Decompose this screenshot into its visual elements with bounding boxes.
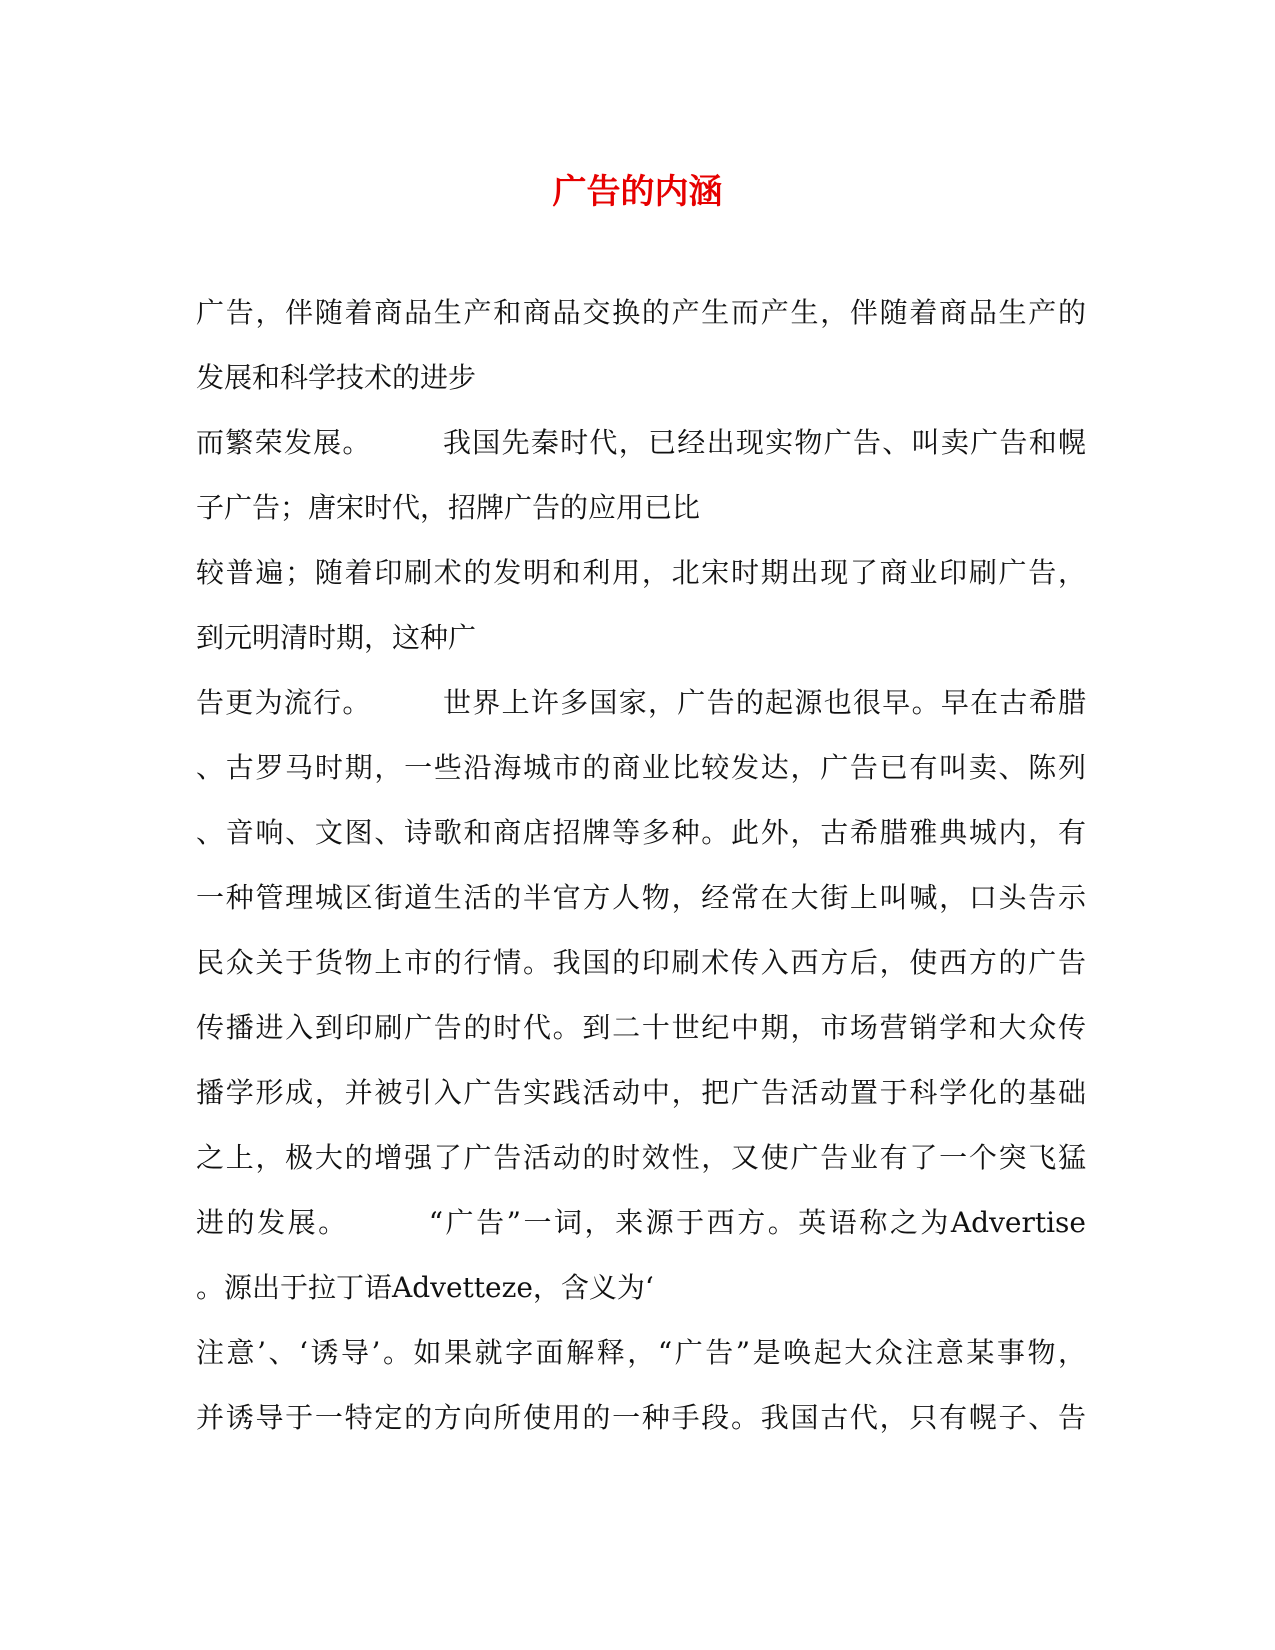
text-line: 告更为流行。 世界上许多国家，广告的起源也很早。早在古希腊 [196,686,1086,719]
document-title: 广告的内涵 [552,172,723,212]
text-line: 广告，伴随着商品生产和商品交换的产生而产生，伴随着商品生产的 [196,296,1086,329]
text-line: 播学形成，并被引入广告实践活动中，把广告活动置于科学化的基础 [196,1076,1086,1109]
text-line: 、古罗马时期，一些沿海城市的商业比较发达，广告已有叫卖、陈列 [196,751,1086,784]
text-line: 发展和科学技术的进步 [196,361,477,394]
text-line: 子广告；唐宋时代，招牌广告的应用已比 [196,491,701,524]
text-line: 。源出于拉丁语Advetteze，含义为‘ [196,1271,654,1304]
text-line: 到元明清时期，这种广 [196,621,477,654]
text-line: 并诱导于一特定的方向所使用的一种手段。我国古代，只有幌子、告 [196,1401,1086,1434]
text-line: 注意’、‘诱导’。如果就字面解释，“广告”是唤起大众注意某事物， [196,1336,1086,1369]
text-line: 一种管理城区街道生活的半官方人物，经常在大街上叫喊，口头告示 [196,881,1086,914]
text-line: 、音响、文图、诗歌和商店招牌等多种。此外，古希腊雅典城内，有 [196,816,1086,849]
text-line: 之上，极大的增强了广告活动的时效性，又使广告业有了一个突飞猛 [196,1141,1086,1174]
text-line: 传播进入到印刷广告的时代。到二十世纪中期，市场营销学和大众传 [196,1011,1086,1044]
text-line: 较普遍；随着印刷术的发明和利用，北宋时期出现了商业印刷广告， [196,556,1086,589]
text-line: 民众关于货物上市的行情。我国的印刷术传入西方后，使西方的广告 [196,946,1086,979]
document-body [196,280,1086,1450]
text-line: 而繁荣发展。 我国先秦时代，已经出现实物广告、叫卖广告和幌 [196,426,1086,459]
text-line: 进的发展。 “广告”一词，来源于西方。英语称之为Advertise [196,1206,1086,1239]
